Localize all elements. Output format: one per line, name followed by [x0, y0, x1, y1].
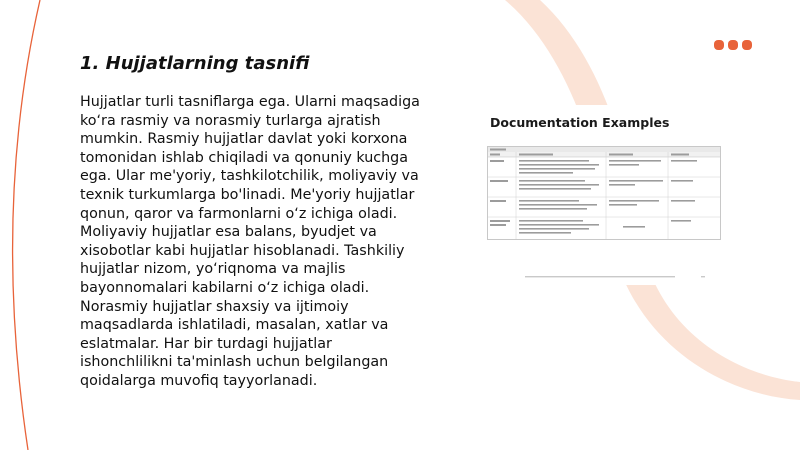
dot-icon [714, 40, 724, 50]
documentation-examples-image [478, 105, 722, 285]
slide-body-text: Hujjatlar turli tasniflarga ega. Ularni maqsadiga ko‘ra rasmiy va norasmiy turlarga ajratish mumkin. Rasmiy hujjatlar davlat yoki korxona tomonidan ishlab chiqiladi va qonuniy kuchga ega. Ular me'yoriy, tashkilotchilik, moliyaviy va texnik turkumlarga bo'linadi. Me'yoriy hujjatlar qonun, qaror va farmonlarni o‘z ichiga oladi. Moliyaviy hujjatlar esa balans, byudjet va xisobotlar kabi hujjatlar hisoblanadi. Tashkiliy hujjatlar nizom, yo‘riqnoma va majlis bayonnomalari kabilarni o‘z ichiga oladi. Norasmiy hujjatlar shaxsiy va ijtimoiy maqsadlarda ishlatiladi, masalan, xatlar va eslatmalar. Har bir turdagi hujjatlar ishonchlilikni ta'minlash uchun belgilangan qoidalarga muvofiq tayyorlanadi. [80, 94, 420, 389]
table-thumbnail [487, 146, 721, 240]
dot-icon [728, 40, 738, 50]
dot-icon [742, 40, 752, 50]
left-arc-line [13, 0, 40, 450]
image-title: Documentation Examples [490, 115, 670, 130]
image-caption-line [525, 275, 705, 279]
decorative-dots [714, 40, 752, 50]
slide-title: 1. Hujjatlarning tasnifi [80, 53, 310, 74]
